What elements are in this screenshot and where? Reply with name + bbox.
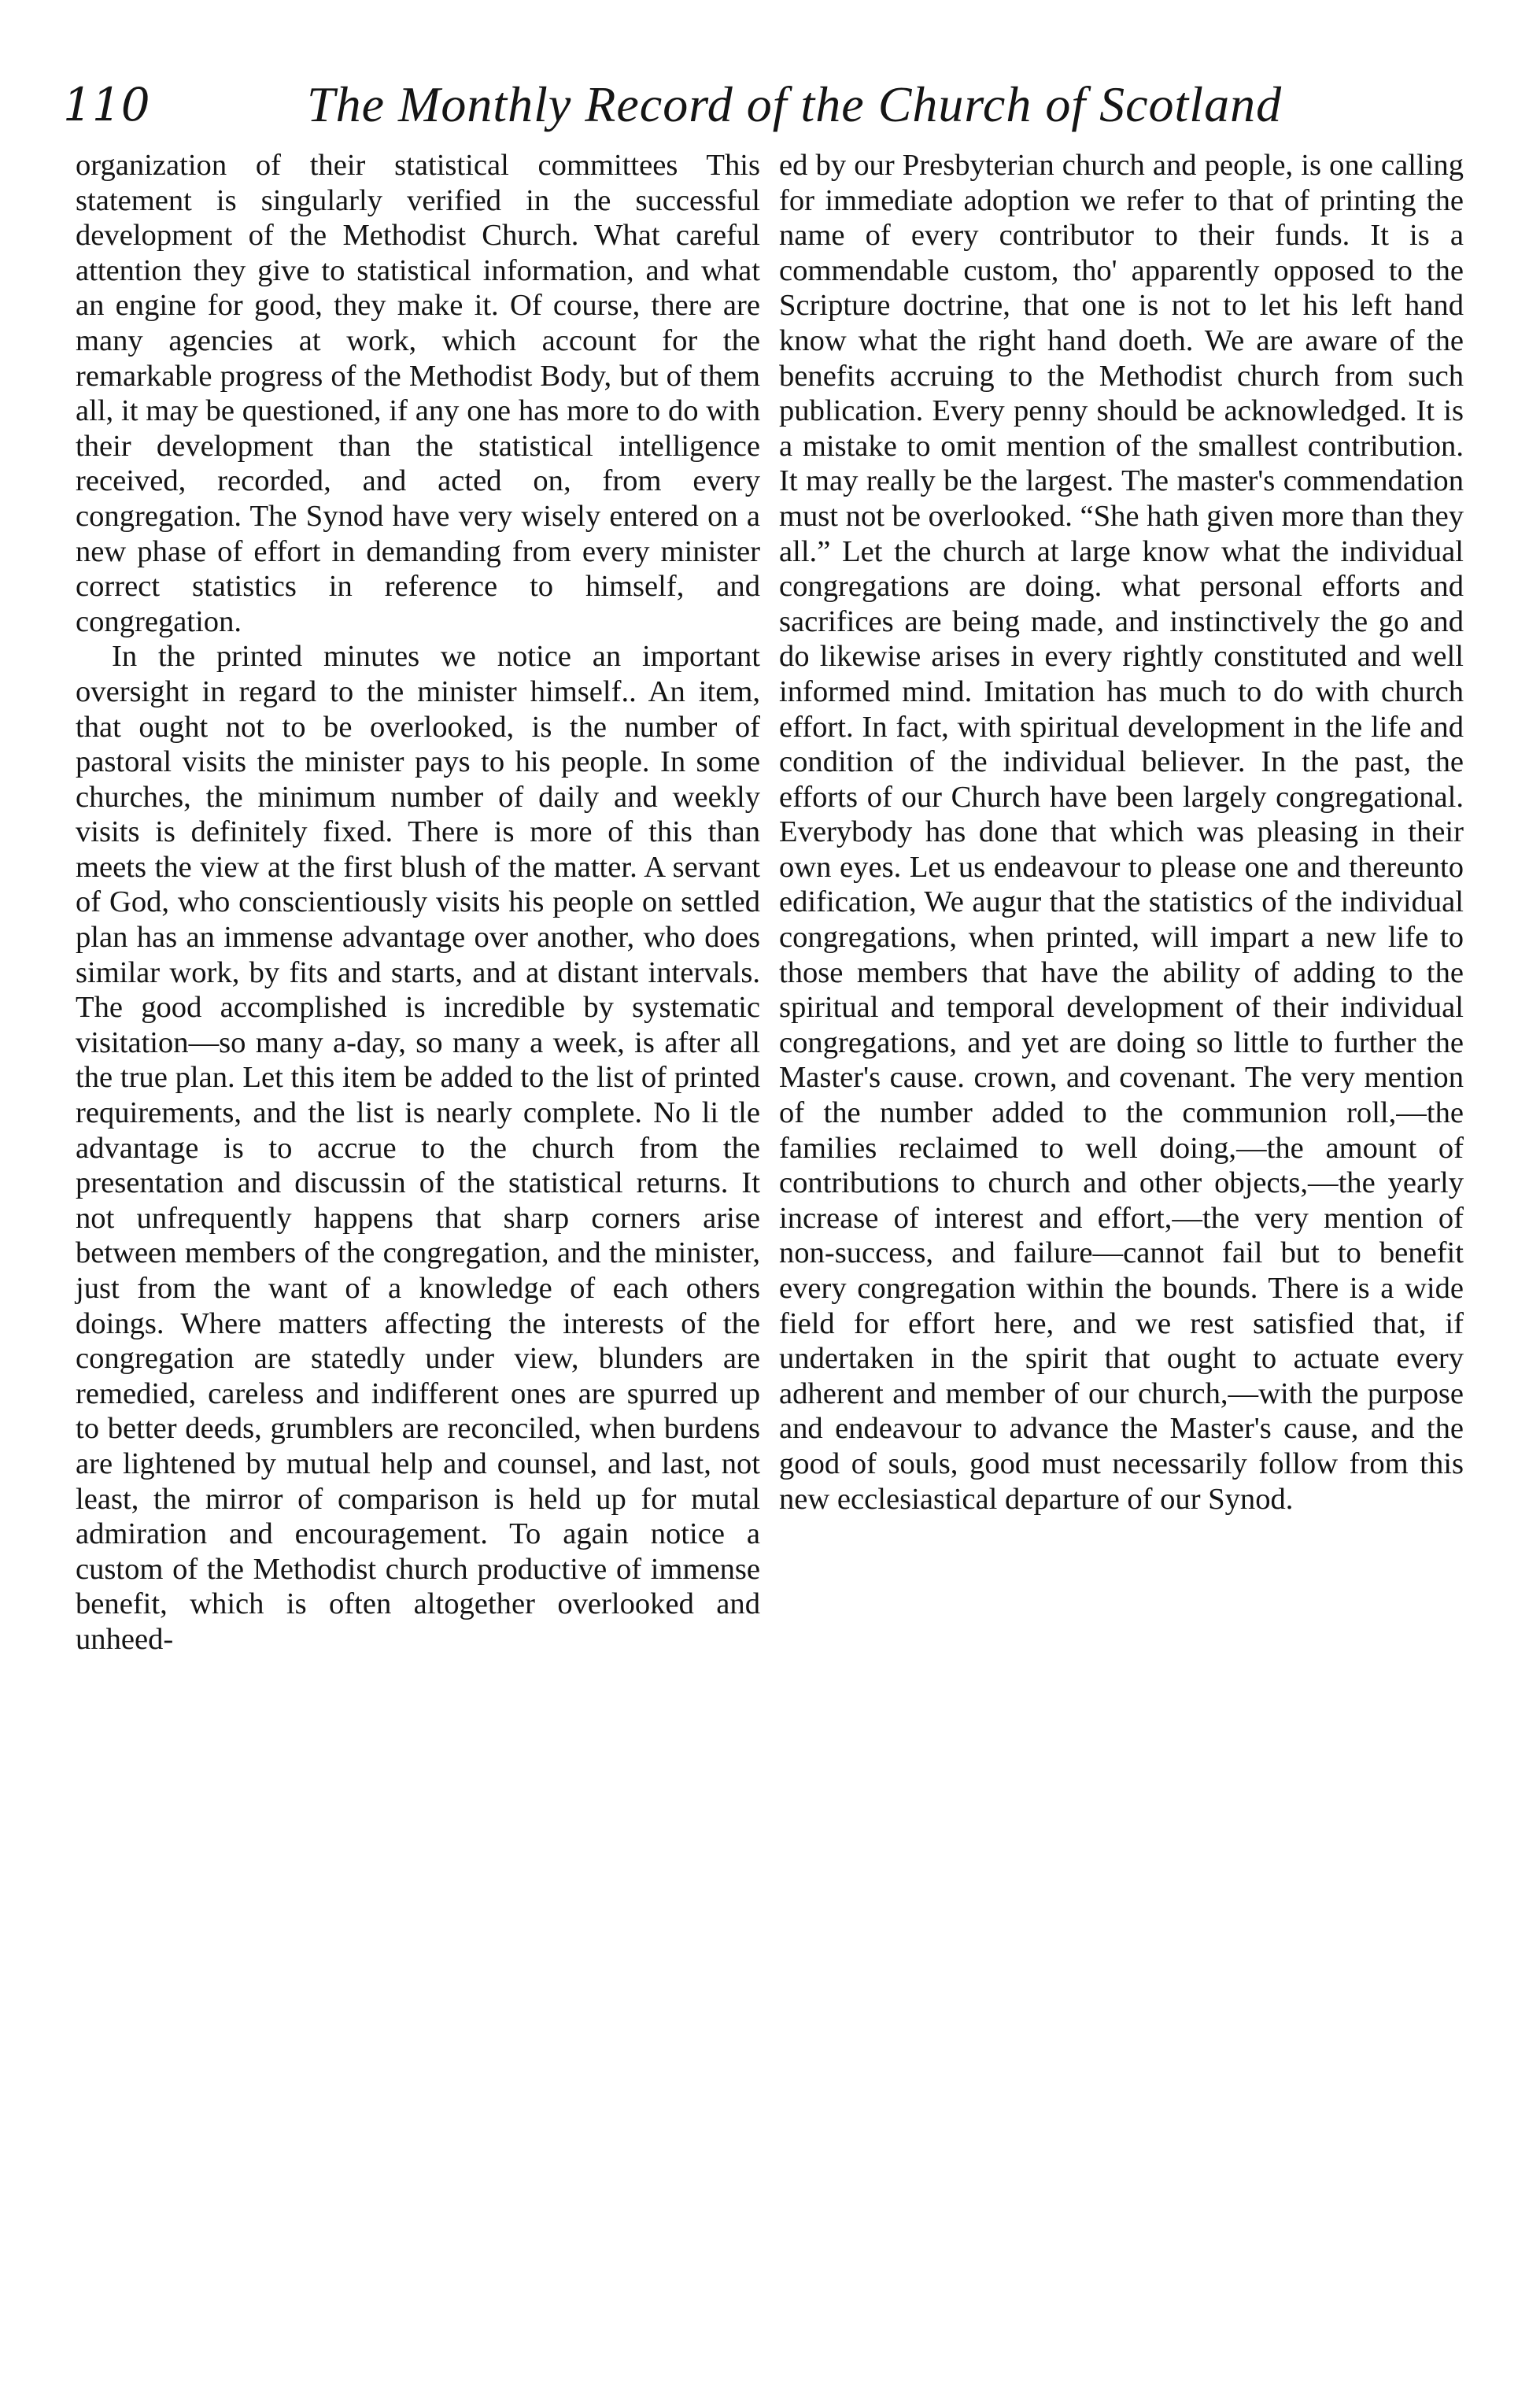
paragraph: organization of their statistical committees This statement is singularly verified in the successful development of the Methodist Church. What careful attention they give to statistical information, and what an engine for good, they make it. Of course, there are many agencies at work, which account for the remarkable progress of the Methodist Body, but of them all, it may be questioned, if any one has more to do with their development than the statistical intelligence received, recorded, and acted on, from every congregation. The Synod have very wisely entered on a new phase of effort in demanding from every minister correct statistics in reference to himself, and congregation.	[76, 149, 760, 638]
running-title: The Monthly Record of the Church of Scotland	[307, 76, 1283, 132]
left-column	[76, 148, 760, 1657]
page-header	[63, 69, 1306, 140]
paragraph: In the printed minutes we notice an important oversight in regard to the minister himself.. An item, that ought not to be overlooked, is the number of pastoral visits the minister pays to his people. In some churches, the minimum number of daily and weekly visits is definitely fixed. There is more of this than meets the view at the first blush of the matter. A servant of God, who conscientiously visits his people on settled plan has an immense advantage over another, who does similar work, by fits and starts, and at distant intervals. The good accomplished is incredible by systematic visitation—so many a-day, so many a week, is after all the true plan. Let this item be added to the list of printed requirements, and the list is nearly complete. No li tle advantage is to accrue to the church from the presentation and discussin of the statistical returns. It not unfrequently happens that sharp corners arise between members of the congregation, and the minister, just from the want of a knowledge of each others doings. Where matters affecting the interests of the congregation are statedly under view, blunders are remedied, careless and indifferent ones are spurred up to better deeds, grumblers are reconciled, when burdens are lightened by mutual help and counsel, and last, not least, the mirror of comparison is held up for mutal admiration and encouragement. To again notice a custom of the Methodist church productive of immense benefit, which is often altogether overlooked and unheed-	[76, 640, 760, 1656]
page-number: 110	[63, 78, 150, 131]
paragraph: ed by our Presbyterian church and people, is one calling for immediate adoption we refer to that of printing the name of every contributor to their funds. It is a commendable custom, tho' apparently opposed to the Scripture doctrine, that one is not to let his left hand know what the right hand doeth. We are aware of the benefits accruing to the Methodist church from such publication. Every penny should be acknowledged. It is a mistake to omit mention of the smallest contribution. It may really be the largest. The master's commendation must not be overlooked. “She hath given more than they all.” Let the church at large know what the individual congregations are doing. what personal efforts and sacrifices are being made, and instinctively the go and do likewise arises in every rightly constituted and well informed mind. Imitation has much to do with church effort. In fact, with spiritual development in the life and condition of the individual believer. In the past, the efforts of our Church have been largely congregational. Everybody has done that which was pleasing in their own eyes. Let us endeavour to please one and thereunto edification, We augur that the statistics of the individual congregations, when printed, will impart a new life to those members that have the ability of adding to the spiritual and temporal development of their individual congregations, and yet are doing so little to further the Master's cause. crown, and covenant. The very mention of the number added to the communion roll,—the families reclaimed to well doing,—the amount of contributions to church and other objects,—the yearly increase of interest and effort,—the very mention of non-success, and failure—cannot fail but to benefit every congregation within the bounds. There is a wide field for effort here, and we rest satisfied that, if undertaken in the spirit that ought to actuate every adherent and member of our church,—with the purpose and endeavour to advance the Master's cause, and the good of souls, good must necessarily follow from this new ecclesiastical departure of our Synod.	[779, 149, 1464, 1516]
right-column	[779, 148, 1464, 1517]
